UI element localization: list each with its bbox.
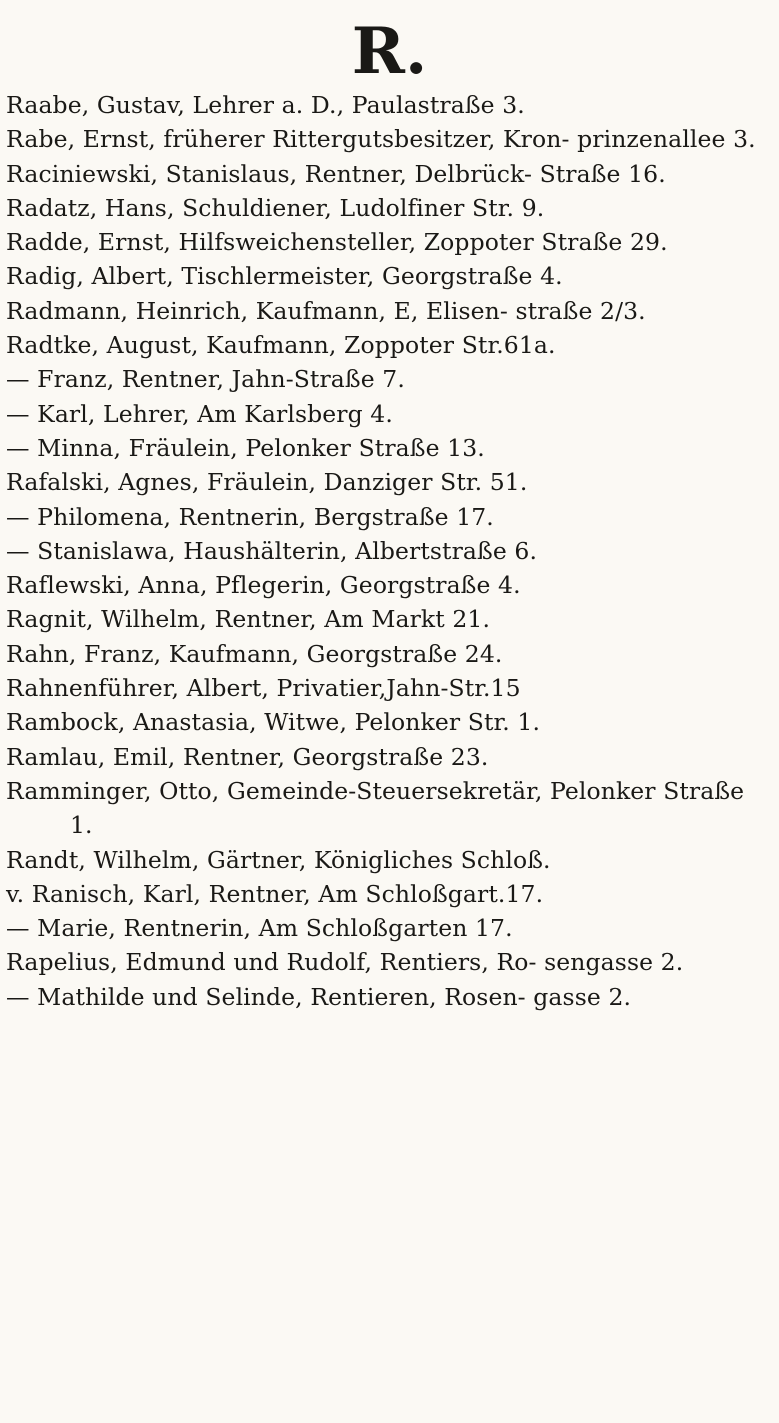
directory-entry: Rabe, Ernst, früherer Rittergutsbesitzer, Kron- prinzenallee 3. <box>6 125 756 154</box>
directory-entry: — Philomena, Rentnerin, Bergstraße 17. <box>6 502 494 531</box>
directory-entry: Ramminger, Otto, Gemeinde-Steuersekretär, Pelonker Straße 1. <box>6 776 745 840</box>
directory-entry: Ragnit, Wilhelm, Rentner, Am Markt 21. <box>6 605 491 634</box>
directory-entry: — Franz, Rentner, Jahn-Straße 7. <box>6 365 405 394</box>
directory-entry: Ramlau, Emil, Rentner, Georgstraße 23. <box>6 742 489 771</box>
directory-entry: — Minna, Fräulein, Pelonker Straße 13. <box>6 433 485 462</box>
directory-entry: Raciniewski, Stanislaus, Rentner, Delbrück- Straße 16. <box>6 159 666 188</box>
directory-entry: Radig, Albert, Tischlermeister, Georgstraße 4. <box>6 262 563 291</box>
directory-entry: v. Ranisch, Karl, Rentner, Am Schloßgart.17. <box>6 879 544 908</box>
directory-entry: Rapelius, Edmund und Rudolf, Rentiers, Ro- sengasse 2. <box>6 948 684 977</box>
directory-entry: — Karl, Lehrer, Am Karlsberg 4. <box>6 399 393 428</box>
directory-entry: — Mathilde und Selinde, Rentieren, Rosen- gasse 2. <box>6 982 632 1011</box>
directory-entry: Raflewski, Anna, Pflegerin, Georgstraße 4. <box>6 571 521 600</box>
directory-entry: Randt, Wilhelm, Gärtner, Königliches Schloß. <box>6 845 551 874</box>
directory-entry: Raabe, Gustav, Lehrer a. D., Paulastraße 3. <box>6 91 525 119</box>
directory-entry: Rambock, Anastasia, Witwe, Pelonker Str. 1. <box>6 708 541 737</box>
directory-entry: Radde, Ernst, Hilfsweichensteller, Zoppoter Straße 29. <box>6 228 668 257</box>
directory-entry: Radatz, Hans, Schuldiener, Ludolfiner Str. 9. <box>6 193 545 222</box>
directory-entry: Rahn, Franz, Kaufmann, Georgstraße 24. <box>6 639 503 668</box>
directory-entry: — Stanislawa, Haushälterin, Albertstraße 6. <box>6 536 538 565</box>
directory-entry: Rahnenführer, Albert, Privatier,Jahn-Str.15 <box>6 674 521 703</box>
directory-entry: Radmann, Heinrich, Kaufmann, E, Elisen- straße 2/3. <box>6 296 646 325</box>
directory-entry: Rafalski, Agnes, Fräulein, Danziger Str. 51. <box>6 468 528 497</box>
section-heading: R. <box>351 14 428 89</box>
directory-entry: Radtke, August, Kaufmann, Zoppoter Str.61a. <box>6 331 556 360</box>
directory-entry: — Marie, Rentnerin, Am Schloßgarten 17. <box>6 914 513 943</box>
entry-list <box>6 88 774 1014</box>
